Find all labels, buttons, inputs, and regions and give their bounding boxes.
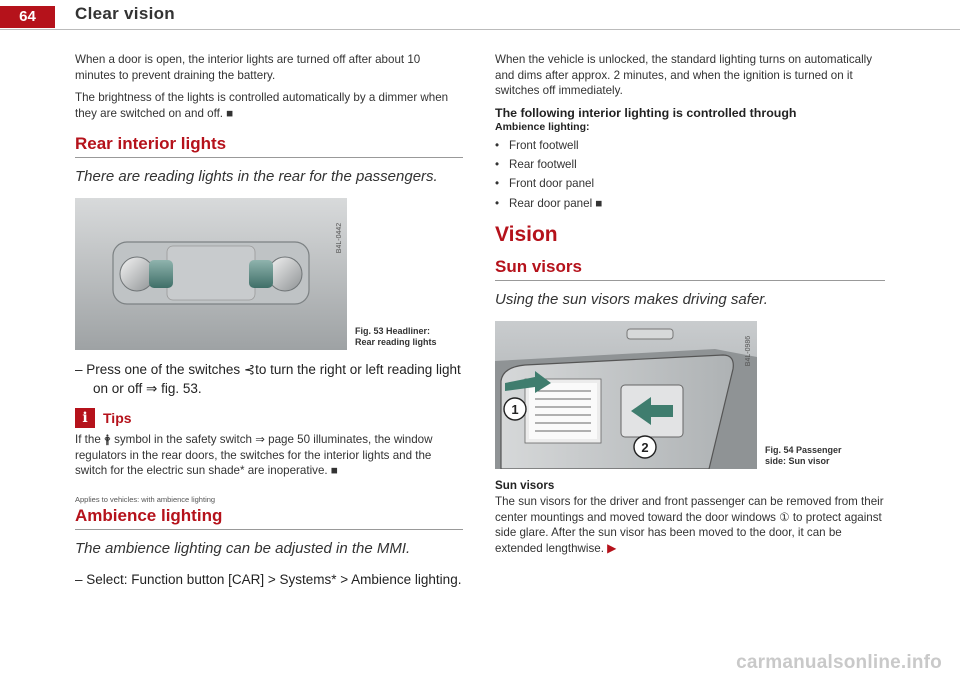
intro-paragraph-2: The brightness of the lights is controlled automatically by a dimmer when they are switched on and off. ■ — [75, 91, 449, 120]
section-title-rear-lights: Rear interior lights — [75, 134, 227, 153]
right-reading-lamp — [268, 257, 302, 291]
left-reading-switch — [149, 260, 173, 288]
following-subheading: Ambience lighting: — [495, 120, 590, 133]
figure-code-53: B4L-0442 — [336, 222, 343, 254]
section-divider — [75, 529, 463, 530]
instruction-step-ambience: – Select: Function button [CAR] > Systems* > Ambience lighting. — [75, 571, 462, 587]
section-title-ambience: Ambience lighting — [75, 505, 223, 525]
ambience-list — [495, 136, 885, 214]
section-title-vision: Vision — [495, 223, 558, 247]
figure-54 — [495, 321, 885, 469]
section-lead-rear-lights: There are reading lights in the rear for the passengers. — [75, 168, 438, 185]
rear-reading-lights-image — [75, 198, 347, 350]
tips-heading — [75, 408, 463, 428]
right-column — [495, 52, 885, 563]
following-heading: The following interior lighting is controlled through — [495, 105, 797, 120]
section-divider — [75, 157, 463, 158]
marker-1-label: 1 — [511, 402, 519, 418]
figure-caption-53-line1: Fig. 53 Headliner: — [355, 326, 431, 336]
right-reading-switch — [249, 260, 273, 288]
figure-code-54: B4L-0986 — [745, 335, 752, 367]
sun-visors-body-text: The sun visors for the driver and front passenger can be removed from their center mountings and moved toward the door windows ① to protect against side glare. After the sun visor has been moved to the door, it can be extended lengthwise. — [495, 495, 884, 555]
figure-caption-54 — [765, 445, 842, 469]
list-item: • Rear door panel ■ — [495, 196, 603, 210]
continue-arrow-icon: ▶ — [607, 540, 617, 555]
subsection-title-sun-visors: Sun visors — [495, 479, 555, 493]
intro-paragraph-right: When the vehicle is unlocked, the standard lighting turns on automatically and dims after approx. 2 minutes, and when the ignition is turned on it switches off immediately. — [495, 53, 873, 97]
sun-visor-image — [495, 321, 757, 469]
list-item: • Front footwell — [495, 138, 579, 152]
page-number: 64 — [0, 6, 55, 28]
figure-caption-53-line2: Rear reading lights — [355, 337, 437, 347]
left-column — [75, 52, 463, 599]
section-title-sun-visors: Sun visors — [495, 257, 582, 277]
info-icon: i — [75, 408, 95, 428]
page-title: Clear vision — [75, 4, 175, 23]
figure-53 — [75, 198, 463, 350]
intro-paragraph-1: When a door is open, the interior lights are turned off after about 10 minutes to prevent draining the battery. — [75, 53, 421, 82]
header-divider — [0, 29, 960, 30]
marker-2-label: 2 — [641, 440, 649, 456]
applies-note: Applies to vehicles: with ambience lighting — [75, 494, 216, 504]
figure-caption-54-line2: side: Sun visor — [765, 456, 830, 467]
instruction-step-rear: – Press one of the switches ⊰to turn the right or left reading light on or off ⇒ fig. 53. — [75, 362, 461, 396]
list-item: • Front door panel — [495, 177, 595, 191]
list-item: • Rear footwell — [495, 157, 577, 171]
tips-text: If the 🛉 symbol in the safety switch ⇒ page 50 illuminates, the window regulators in the rear doors, the switches for the interior lights and the switch for the electric sun shade* are inoperative. ■ — [75, 433, 433, 477]
section-lead-ambience: The ambience lighting can be adjusted in the MMI. — [75, 539, 411, 557]
section-lead-sun-visors: Using the sun visors makes driving safer. — [495, 291, 768, 309]
page-header — [0, 0, 960, 34]
section-divider — [495, 280, 885, 281]
left-reading-lamp — [120, 257, 154, 291]
figure-caption-53 — [355, 326, 437, 350]
figure-caption-54-line1: Fig. 54 Passenger — [765, 445, 842, 456]
watermark: carmanualsonline.info — [736, 652, 942, 673]
sun-visors-body — [495, 494, 885, 556]
tips-label: Tips — [103, 410, 132, 426]
